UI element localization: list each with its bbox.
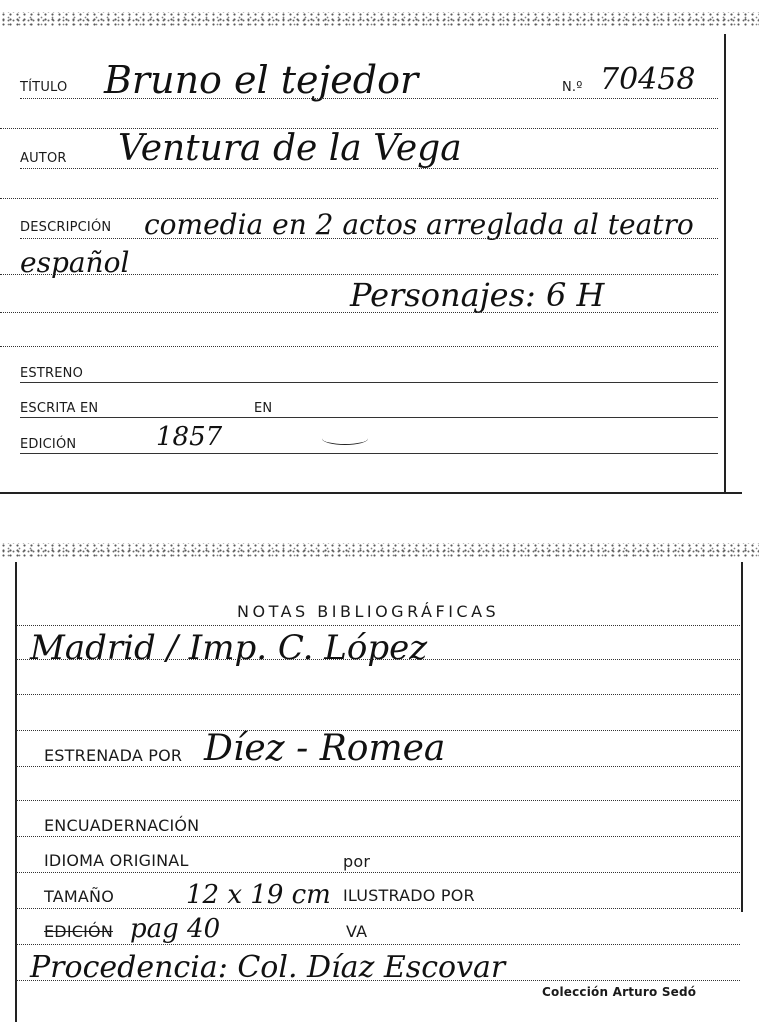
back-edicion-label: EDICIÓN <box>44 922 114 941</box>
por-label: por <box>343 852 371 871</box>
notas-value: Madrid / Imp. C. López <box>30 628 428 668</box>
rule-line-3 <box>0 274 718 275</box>
notas-line-1 <box>16 625 740 626</box>
titulo-value: Bruno el tejedor <box>104 58 419 102</box>
autor-value: Ventura de la Vega <box>118 128 462 169</box>
descripcion-line <box>20 238 718 239</box>
personajes-value: Personajes: 6 H <box>350 276 605 314</box>
notas-line-2 <box>16 659 740 660</box>
en-label: EN <box>254 401 273 416</box>
titulo-label: TÍTULO <box>20 80 68 95</box>
back-card-left-border <box>15 562 17 1022</box>
notas-line-3 <box>16 694 740 695</box>
numero-label: N.º <box>562 80 583 95</box>
estrenada-line <box>16 766 740 767</box>
rule-line-4 <box>0 312 718 313</box>
titulo-line <box>20 98 718 99</box>
tamano-label: TAMAÑO <box>44 887 114 906</box>
descripcion-label: DESCRIPCIÓN <box>20 220 112 235</box>
edicion-line <box>20 453 718 454</box>
tamano-value: 12 x 19 cm <box>186 880 331 910</box>
edicion-value: 1857 <box>156 422 223 452</box>
estreno-label: ESTRENO <box>20 366 84 381</box>
estrenada-label: ESTRENADA POR <box>44 746 183 765</box>
coleccion-label: Colección Arturo Sedó <box>542 985 697 999</box>
autor-label: AUTOR <box>20 151 67 166</box>
estrenada-value: Díez - Romea <box>204 728 446 769</box>
procedencia-line <box>16 980 740 981</box>
ink-smudge <box>322 432 368 445</box>
va-label: VA <box>346 922 368 941</box>
back-edicion-value: pag 40 <box>130 914 221 944</box>
notas-heading: NOTAS BIBLIOGRÁFICAS <box>237 602 500 621</box>
encuadernacion-line <box>16 836 740 837</box>
bottom-card-edge-speckle <box>0 543 759 559</box>
edicion-back-line <box>16 944 740 945</box>
front-card-bottom-edge <box>0 492 742 494</box>
idioma-line <box>16 872 740 873</box>
escrita-en-label: ESCRITA EN <box>20 401 99 416</box>
edicion-label: EDICIÓN <box>20 437 77 452</box>
descripcion-value-line2: español <box>20 246 130 279</box>
numero-value: 70458 <box>600 62 696 97</box>
ilustrado-label: ILUSTRADO POR <box>343 886 475 905</box>
procedencia-value: Procedencia: Col. Díaz Escovar <box>30 950 506 985</box>
front-card-right-border <box>724 34 726 492</box>
autor-line <box>20 168 718 169</box>
notas-line-5 <box>16 800 740 801</box>
escrita-en-line <box>20 417 718 418</box>
descripcion-value-line1: comedia en 2 actos arreglada al teatro <box>144 208 694 241</box>
idioma-label: IDIOMA ORIGINAL <box>44 851 189 870</box>
top-edge-speckle <box>0 12 759 28</box>
rule-line-5 <box>0 346 718 347</box>
encuadernacion-label: ENCUADERNACIÓN <box>44 816 200 835</box>
estreno-line <box>20 382 718 383</box>
rule-line-2 <box>0 198 718 199</box>
back-card-right-border <box>741 562 743 912</box>
tamano-line <box>16 908 740 909</box>
